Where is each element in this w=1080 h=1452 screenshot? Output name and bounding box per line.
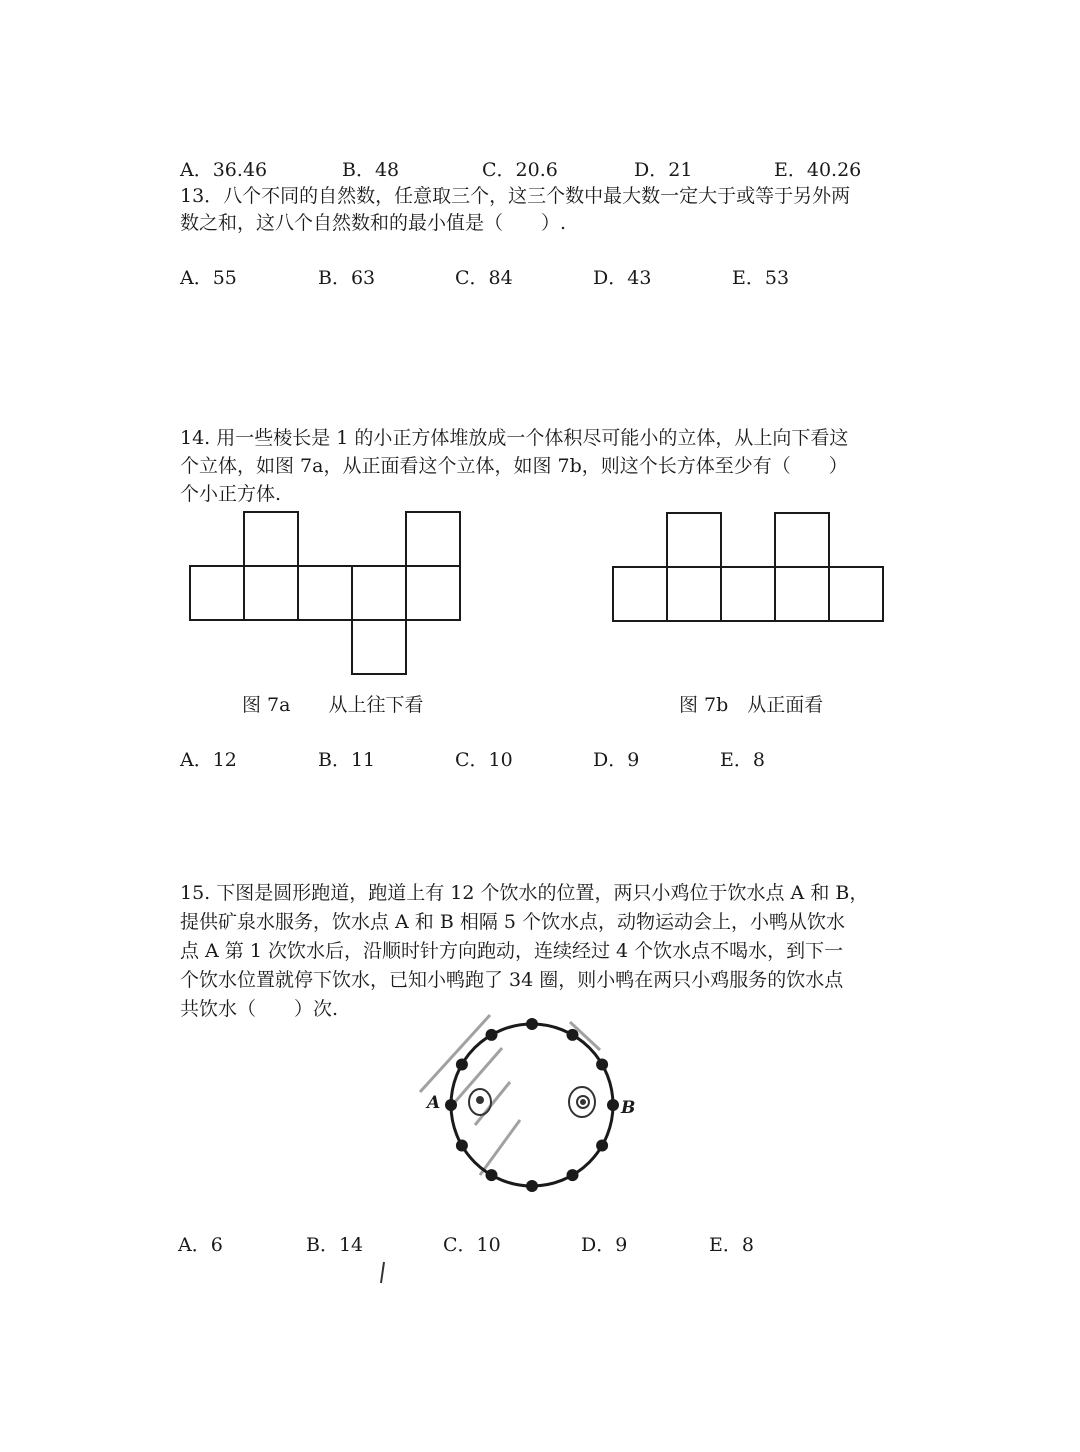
q12-option-d: D．21 (634, 159, 693, 181)
point-a-label: A (427, 1093, 441, 1113)
q12-option-e: E．40.26 (774, 159, 862, 181)
q12-option-b: B．48 (342, 159, 400, 181)
q15-option-e: E．8 (709, 1234, 754, 1256)
q14-text-line-3: 个小正方体. (180, 483, 282, 505)
q15-option-d: D．9 (581, 1234, 628, 1256)
point-b-label: B (621, 1098, 636, 1118)
fig7b-caption: 图 7b 从正面看 (679, 694, 824, 716)
q15-text-line-4: 个饮水位置就停下饮水，已知小鸭跑了 34 圈，则小鸭在两只小鸡服务的饮水点 (180, 969, 844, 991)
q12-option-c: C．20.6 (482, 159, 558, 181)
q14-text-line-2: 个立体，如图 7a，从正面看这个立体，如图 7b，则这个长方体至少有（ ） (180, 455, 848, 477)
q15-option-c: C．10 (443, 1234, 501, 1256)
q13-option-c: C．84 (455, 267, 513, 289)
q15-text-line-5: 共饮水（ ）次. (180, 998, 339, 1020)
q15-text-line-3: 点 A 第 1 次饮水后，沿顺时针方向跑动，连续经过 4 个饮水点不喝水，到下一 (180, 940, 844, 962)
q15-option-b: B．14 (306, 1234, 364, 1256)
q14-text-line-1: 14. 用一些棱长是 1 的小正方体堆放成一个体积尽可能小的立体，从上向下看这 (180, 427, 849, 449)
q15-option-a: A．6 (178, 1234, 223, 1256)
q14-option-d: D．9 (593, 749, 640, 771)
q13-text-line-1: 13．八个不同的自然数，任意取三个，这三个数中最大数一定大于或等于另外两 (180, 185, 851, 207)
q14-option-b: B．11 (318, 749, 376, 771)
q14-option-e: E．8 (720, 749, 765, 771)
q15-text-line-1: 15. 下图是圆形跑道，跑道上有 12 个饮水的位置，两只小鸡位于饮水点 A 和 B， (180, 882, 869, 904)
q15-text-line-2: 提供矿泉水服务，饮水点 A 和 B 相隔 5 个饮水点，动物运动会上，小鸭从饮水 (180, 911, 846, 933)
q13-option-e: E．53 (732, 267, 790, 289)
q13-text-line-2: 数之和，这八个自然数和的最小值是（ ）. (180, 212, 567, 234)
q14-option-a: A．12 (180, 749, 237, 771)
q14-option-c: C．10 (455, 749, 513, 771)
q13-option-a: A．55 (180, 267, 237, 289)
fig7a-caption: 图 7a 从上往下看 (242, 694, 424, 716)
q13-option-b: B．63 (318, 267, 376, 289)
q12-option-a: A．36.46 (180, 159, 268, 181)
q13-option-d: D．43 (593, 267, 652, 289)
